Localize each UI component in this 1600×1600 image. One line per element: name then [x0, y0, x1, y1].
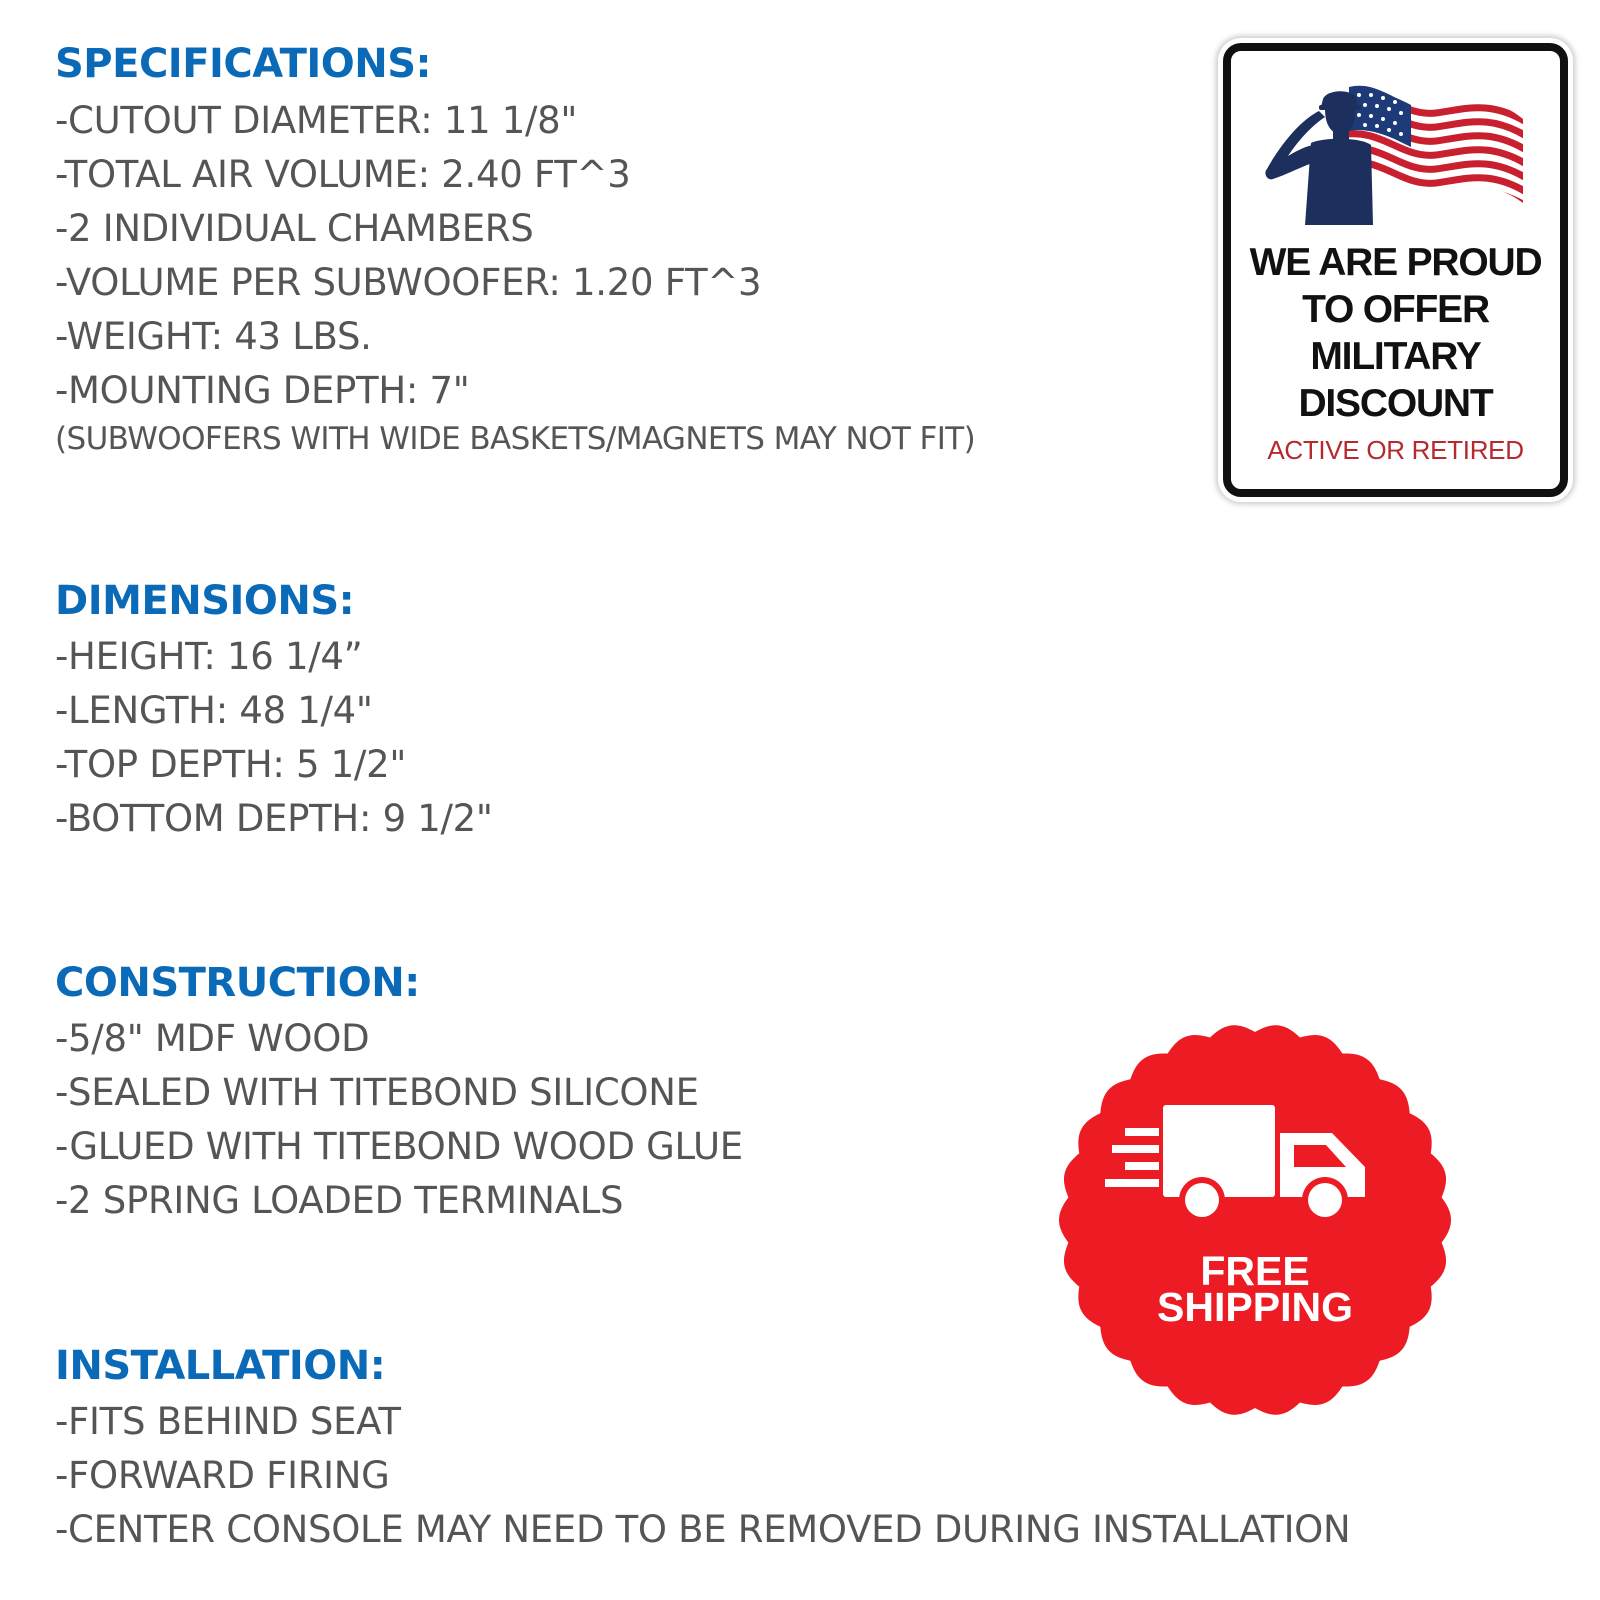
headline-line: DISCOUNT: [1298, 382, 1493, 425]
spec-item: -WEIGHT: 43 LBS.: [55, 315, 372, 358]
dimension-item: -BOTTOM DEPTH: 9 1/2": [55, 797, 493, 840]
soldier-flag-graphic: [1261, 85, 1531, 225]
construction-heading: CONSTRUCTION:: [55, 960, 420, 1006]
free-shipping-line: SHIPPING: [1157, 1284, 1353, 1330]
construction-item: -5/8" MDF WOOD: [55, 1017, 370, 1060]
installation-heading: INSTALLATION:: [55, 1343, 386, 1389]
dimensions-heading: DIMENSIONS:: [55, 578, 355, 624]
headline-line: WE ARE PROUD: [1249, 241, 1542, 284]
installation-item: -FORWARD FIRING: [55, 1454, 390, 1497]
free-shipping-line: FREE: [1200, 1248, 1310, 1294]
spec-item: -CUTOUT DIAMETER: 11 1/8": [55, 99, 578, 142]
spec-item: -2 INDIVIDUAL CHAMBERS: [55, 207, 534, 250]
installation-item: -FITS BEHIND SEAT: [55, 1400, 401, 1443]
construction-item: -2 SPRING LOADED TERMINALS: [55, 1179, 624, 1222]
military-discount-subtext: ACTIVE OR RETIRED: [1267, 435, 1524, 465]
military-discount-headline: [1231, 239, 1560, 427]
dimension-item: -LENGTH: 48 1/4": [55, 689, 373, 732]
scalloped-badge-shape: [1050, 1015, 1460, 1425]
spec-note: (SUBWOOFERS WITH WIDE BASKETS/MAGNETS MAY NOT FIT): [55, 421, 976, 457]
headline-line: MILITARY: [1310, 335, 1481, 378]
headline-line: TO OFFER: [1302, 288, 1489, 331]
dimension-item: -TOP DEPTH: 5 1/2": [55, 743, 407, 786]
dimension-item: -HEIGHT: 16 1/4”: [55, 635, 363, 678]
construction-item: -SEALED WITH TITEBOND SILICONE: [55, 1071, 699, 1114]
construction-item: -GLUED WITH TITEBOND WOOD GLUE: [55, 1125, 743, 1168]
spec-item: -TOTAL AIR VOLUME: 2.40 FT^3: [55, 153, 631, 196]
free-shipping-badge: [1050, 1015, 1460, 1425]
military-discount-sign: [1223, 43, 1568, 497]
installation-item: -CENTER CONSOLE MAY NEED TO BE REMOVED DURING INSTALLATION: [55, 1508, 1351, 1551]
specifications-heading: SPECIFICATIONS:: [55, 41, 432, 87]
spec-item: -VOLUME PER SUBWOOFER: 1.20 FT^3: [55, 261, 762, 304]
spec-item: -MOUNTING DEPTH: 7": [55, 369, 470, 412]
